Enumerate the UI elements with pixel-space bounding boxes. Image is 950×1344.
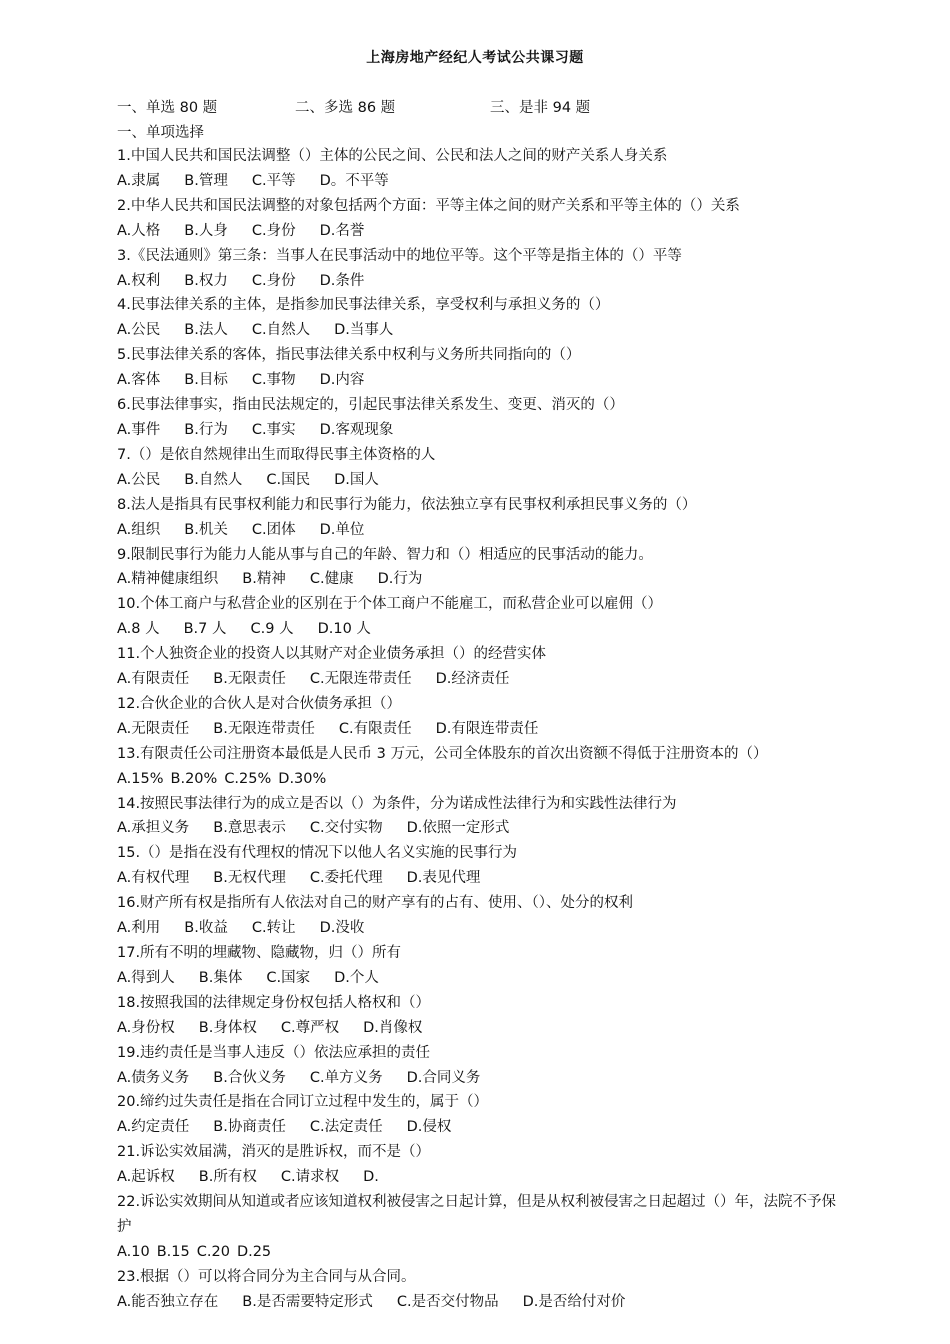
answer-option: C.身份 <box>251 222 296 239</box>
question-item <box>117 144 837 194</box>
answer-option: B.协商责任 <box>213 1119 286 1136</box>
question-text: 15.（）是指在没有代理权的情况下以他人名义实施的民事行为 <box>117 845 518 862</box>
option-row <box>117 767 837 792</box>
question-text: 16.财产所有权是指所有人依法对自己的财产享有的占有、使用、（）、处分的权利 <box>117 895 634 912</box>
question-item <box>117 592 837 642</box>
question-text: 9.限制民事行为能力人能从事与自己的年龄、智力和（）相适应的民事活动的能力。 <box>117 546 653 563</box>
answer-option: A.人格 <box>117 222 161 239</box>
answer-option: C.有限责任 <box>338 720 412 737</box>
answer-option: B.收益 <box>184 920 228 937</box>
answer-option: B.自然人 <box>184 471 243 488</box>
answer-option: C.健康 <box>309 571 354 588</box>
answer-option: C.单方义务 <box>309 1069 383 1086</box>
answer-option: C.转让 <box>251 920 296 937</box>
answer-option: B.意思表示 <box>213 820 286 837</box>
option-row <box>117 717 837 742</box>
question-item <box>117 991 837 1041</box>
question-item <box>117 1090 837 1140</box>
answer-option: D.个人 <box>334 969 379 986</box>
option-row <box>117 368 837 393</box>
answer-option: B.所有权 <box>198 1169 257 1186</box>
answer-option: D.25 <box>236 1243 272 1260</box>
option-row <box>117 1115 837 1140</box>
option-row <box>117 518 837 543</box>
question-summary <box>117 96 817 118</box>
answer-option: D.行为 <box>377 571 423 588</box>
section-heading: 一、单项选择 <box>117 125 204 141</box>
question-text: 3.《民法通则》第三条：当事人在民事活动中的地位平等。这个平等是指主体的（）平等 <box>117 247 682 264</box>
option-row <box>117 1016 837 1041</box>
answer-option: A.约定责任 <box>117 1119 190 1136</box>
answer-option: C.是否交付物品 <box>396 1293 499 1310</box>
question-item <box>117 493 837 543</box>
question-item <box>117 293 837 343</box>
summary-true-false: 三、是非 94 题 <box>490 100 591 116</box>
answer-option: B.权力 <box>184 272 228 289</box>
answer-option: D.依照一定形式 <box>406 820 510 837</box>
answer-option: D.是否给付对价 <box>522 1293 626 1310</box>
option-row <box>117 966 837 991</box>
answer-option: C.尊严权 <box>280 1019 340 1036</box>
answer-option: C.交付实物 <box>309 820 383 837</box>
question-item <box>117 543 837 593</box>
question-text: 13.有限责任公司注册资本最低是人民币 3 万元，公司全体股东的首次出资额不得低于注册资本的（） <box>117 745 768 762</box>
answer-option: A.无限责任 <box>117 720 190 737</box>
answer-option: A.承担义务 <box>117 820 190 837</box>
answer-option: D.10 人 <box>317 621 371 638</box>
answer-option: A.公民 <box>117 322 161 339</box>
question-item <box>117 792 837 842</box>
question-text: 20.缔约过失责任是指在合同订立过程中发生的，属于（） <box>117 1094 489 1111</box>
question-item <box>117 393 837 443</box>
question-text: 23.根据（）可以将合同分为主合同与从合同。 <box>117 1268 416 1285</box>
answer-option: D.没收 <box>319 920 365 937</box>
answer-option: D.有限连带责任 <box>435 720 539 737</box>
answer-option: C.事实 <box>251 421 296 438</box>
option-row <box>117 318 837 343</box>
answer-option: D.内容 <box>319 372 365 389</box>
answer-option: A.精神健康组织 <box>117 571 219 588</box>
answer-option: D.经济责任 <box>435 671 510 688</box>
answer-option: A.事件 <box>117 421 161 438</box>
question-item <box>117 941 837 991</box>
answer-option: B.法人 <box>184 322 228 339</box>
answer-option: D.侵权 <box>406 1119 452 1136</box>
question-text: 17.所有不明的埋藏物、隐藏物，归（）所有 <box>117 945 402 961</box>
option-row <box>117 916 837 941</box>
answer-option: A.身份权 <box>117 1019 175 1036</box>
answer-option: A.能否独立存在 <box>117 1293 219 1310</box>
answer-option: D.名誉 <box>319 222 365 239</box>
question-item <box>117 1140 837 1190</box>
question-text: 7.（）是依自然规律出生而取得民事主体资格的人 <box>117 446 436 463</box>
answer-option: D.客观现象 <box>319 421 394 438</box>
option-row <box>117 866 837 891</box>
answer-option: B.合伙义务 <box>213 1069 286 1086</box>
question-text: 5.民事法律关系的客体，指民事法律关系中权利与义务所共同指向的（） <box>117 347 581 364</box>
answer-option: C.无限连带责任 <box>309 671 412 688</box>
answer-option: B.7 人 <box>183 621 227 638</box>
answer-option: D.表见代理 <box>406 870 481 887</box>
answer-option: A.有权代理 <box>117 870 190 887</box>
answer-option: A.10 <box>117 1243 150 1260</box>
answer-option: D.条件 <box>319 272 365 289</box>
answer-option: C.国民 <box>266 471 311 488</box>
answer-option: C.国家 <box>266 969 311 986</box>
option-row <box>117 1165 837 1190</box>
question-text: 2.中华人民共和国民法调整的对象包括两个方面：平等主体之间的财产关系和平等主体的（）关系 <box>117 197 740 214</box>
answer-option: B.是否需要特定形式 <box>242 1293 373 1310</box>
answer-option: A.15% <box>117 770 164 787</box>
option-row <box>117 468 837 493</box>
answer-option: C.自然人 <box>251 322 311 339</box>
answer-option: A.有限责任 <box>117 671 190 688</box>
option-row <box>117 667 837 692</box>
summary-single-choice: 一、单选 80 题 <box>117 100 218 116</box>
answer-option: A.客体 <box>117 372 161 389</box>
question-item <box>117 692 837 742</box>
answer-option: D.当事人 <box>334 322 394 339</box>
option-row <box>117 816 837 841</box>
answer-option: B.15 <box>156 1243 190 1260</box>
answer-option: C.身份 <box>251 272 296 289</box>
question-text: 1.中国人民共和国民法调整（）主体的公民之间、公民和法人之间的财产关系人身关系 <box>117 148 668 164</box>
question-item <box>117 891 837 941</box>
question-item <box>117 443 837 493</box>
document-title: 上海房地产经纪人考试公共课习题 <box>366 50 584 66</box>
answer-option: B.精神 <box>242 571 286 588</box>
answer-option: B.行为 <box>184 421 228 438</box>
question-item <box>117 1041 837 1091</box>
answer-option: D.国人 <box>334 471 379 488</box>
answer-option: B.人身 <box>184 222 228 239</box>
question-item <box>117 841 837 891</box>
question-text: 14.按照民事法律行为的成立是否以（）为条件，分为诺成性法律行为和实践性法律行为 <box>117 795 677 812</box>
question-text: 10.个体工商户与私营企业的区别在于个体工商户不能雇工，而私营企业可以雇佣（） <box>117 596 663 613</box>
answer-option: B.无限责任 <box>213 671 286 688</box>
answer-option: B.机关 <box>184 521 228 538</box>
answer-option: A.组织 <box>117 521 161 538</box>
question-text: 12.合伙企业的合伙人是对合伙债务承担（） <box>117 695 402 712</box>
question-text: 18.按照我国的法律规定身份权包括人格权和（） <box>117 994 431 1011</box>
answer-option: D.肖像权 <box>363 1019 423 1036</box>
answer-option: C.平等 <box>251 172 296 189</box>
question-text: 21.诉讼实效届满，消灭的是胜诉权，而不是（） <box>117 1144 431 1161</box>
option-row <box>117 567 837 592</box>
question-list <box>117 144 837 1315</box>
answer-option: B.目标 <box>184 372 228 389</box>
question-item <box>117 194 837 244</box>
question-text: 6.民事法律事实，指由民法规定的，引起民事法律关系发生、变更、消灭的（） <box>117 397 624 414</box>
answer-option: B.管理 <box>184 172 228 189</box>
answer-option: A.权利 <box>117 272 161 289</box>
question-item <box>117 1190 837 1265</box>
answer-option: D。不平等 <box>319 172 389 189</box>
question-item <box>117 642 837 692</box>
question-item <box>117 244 837 294</box>
option-row <box>117 617 837 642</box>
answer-option: A.起诉权 <box>117 1169 175 1186</box>
answer-option: B.20% <box>170 770 218 787</box>
answer-option: B.身体权 <box>198 1019 257 1036</box>
answer-option: D.30% <box>278 770 327 787</box>
option-row <box>117 1290 837 1315</box>
answer-option: B.集体 <box>198 969 243 986</box>
question-item <box>117 1265 837 1315</box>
question-text: 8.法人是指具有民事权利能力和民事行为能力，依法独立享有民事权利承担民事义务的（） <box>117 496 697 513</box>
question-item <box>117 742 837 792</box>
answer-option: A.公民 <box>117 471 161 488</box>
answer-option: C.9 人 <box>250 621 294 638</box>
answer-option: D.合同义务 <box>406 1069 481 1086</box>
answer-option: C.25% <box>224 770 272 787</box>
question-text: 19.违约责任是当事人违反（）依法应承担的责任 <box>117 1044 431 1061</box>
question-text: 4.民事法律关系的主体，是指参加民事法律关系，享受权利与承担义务的（） <box>117 297 610 314</box>
answer-option: C.事物 <box>251 372 296 389</box>
answer-option: C.法定责任 <box>309 1119 383 1136</box>
answer-option: A.利用 <box>117 920 161 937</box>
option-row <box>117 1066 837 1091</box>
answer-option: A.债务义务 <box>117 1069 190 1086</box>
answer-option: C.团体 <box>251 521 296 538</box>
question-text: 22.诉讼实效期间从知道或者应该知道权利被侵害之日起计算，但是从权利被侵害之日起超过（）年，法院不予保护 <box>117 1194 837 1235</box>
summary-multiple-choice: 二、多选 86 题 <box>295 100 396 116</box>
answer-option: A.得到人 <box>117 969 175 986</box>
option-row <box>117 418 837 443</box>
option-row <box>117 169 837 194</box>
answer-option: A.隶属 <box>117 172 161 189</box>
option-row <box>117 219 837 244</box>
answer-option: B.无限连带责任 <box>213 720 315 737</box>
question-item <box>117 343 837 393</box>
question-text: 11.个人独资企业的投资人以其财产对企业债务承担（）的经营实体 <box>117 646 547 663</box>
answer-option: D. <box>363 1169 379 1186</box>
option-row <box>117 269 837 294</box>
answer-option: D.单位 <box>319 521 365 538</box>
answer-option: C.请求权 <box>280 1169 340 1186</box>
answer-option: C.20 <box>196 1243 230 1260</box>
answer-option: C.委托代理 <box>309 870 383 887</box>
option-row <box>117 1240 837 1265</box>
answer-option: B.无权代理 <box>213 870 286 887</box>
answer-option: A.8 人 <box>117 621 160 638</box>
